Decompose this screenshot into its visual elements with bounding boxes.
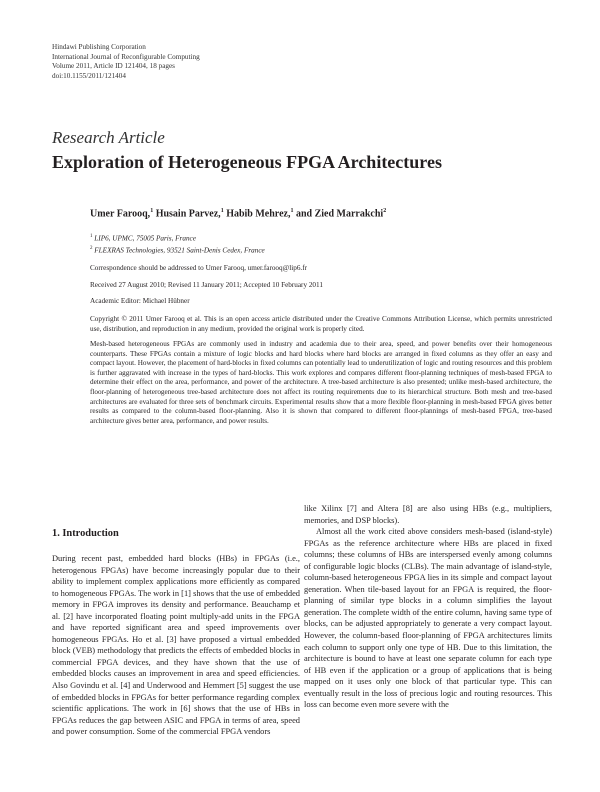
body-paragraph: Almost all the work cited above considers mesh-based (island-style) FPGAs as the reference architecture where HBs are placed in fixed columns; these columns of HBs are interspersed evenly among columns of configurable logic blocks (CLBs). The main advantage of island-style, column-based heterogeneous FPGA lies in its simple and compact layout generation. When tile-based layout for an FPGA is required, the floor-planning of similar type blocks in a column simplifies the layout generation. The complete width of the entire column, having same type of blocks, can be adjusted appropriately to generate a very compact layout. However, the column-based floor-planning of FPGA architectures limits each column to support only one type of HB. Due to this limitation, the architecture is bound to have at least one separate column for each type of HB even if the application or a group of applications that is being mapped on it uses only one block of that particular type. This can eventually result in the loss of precious logic and routing resources. This loss can become even more severe with the <box>304 527 552 710</box>
author-list <box>90 208 386 219</box>
academic-editor: Academic Editor: Michael Hübner <box>90 297 190 305</box>
body-paragraph: like Xilinx [7] and Altera [8] are also using HBs (e.g., multipliers, memories, and DSP blocks). <box>304 504 552 525</box>
author-name: Husain Parvez, <box>153 208 221 220</box>
affiliation-text: LIP6, UPMC, 75005 Paris, France <box>94 234 196 243</box>
abstract: Mesh-based heterogeneous FPGAs are commonly used in industry and academia due to their area, speed, and power benefits over their homogeneous counterparts. These FPGAs contain a mixture of logic blocks and hard blocks where hard blocks are arranged in fixed columns as they offer an easy and compact layout. However, the placement of hard-blocks in fixed columns can potentially lead to underutilization of logic and routing resources and this problem is further aggravated with increase in the types of hard-blocks. This work explores and compares different floor-planning techniques of mesh-based FPGA to determine their effect on the area, performance, and power of the architecture. A tree-based architecture is also presented; unlike mesh-based architecture, the floor-planning of heterogeneous tree-based architecture does not affect its routing requirements due to its hierarchical structure. Both mesh and tree-based architectures are evaluated for three sets of benchmark circuits. Experimental results show that a more flexible floor-planning in mesh-based FPGA gives better results as compared to the column-based floor-planning. Also it is shown that compared to different floor-plannings of mesh-based FPGA, tree-based architecture gives better area, performance, and power results. <box>90 340 552 425</box>
affiliation <box>90 232 552 244</box>
author-affiliation-marker: 2 <box>383 208 387 214</box>
article-title: Exploration of Heterogeneous FPGA Architectures <box>52 152 442 172</box>
article-dates: Received 27 August 2010; Revised 11 January 2011; Accepted 10 February 2011 <box>90 281 323 289</box>
copyright-notice: Copyright © 2011 Umer Farooq et al. This is an open access article distributed under the Creative Commons Attribution License, which permits unrestricted use, distribution, and reproduction in any medium, provided the original work is properly cited. <box>90 315 552 333</box>
author-name: and Zied Marrakchi <box>293 208 384 220</box>
affiliation-marker: 1 <box>90 234 93 239</box>
affiliation-marker: 2 <box>90 245 93 251</box>
doi: doi:10.1155/2011/121404 <box>52 71 126 80</box>
author-affiliation-marker: 1 <box>150 208 154 214</box>
journal-header <box>52 43 200 81</box>
body-column-right <box>304 503 552 711</box>
journal-name: International Journal of Reconfigurable Computing <box>52 52 200 61</box>
body-column-left <box>52 527 300 738</box>
volume-line: Volume 2011, Article ID 121404, 18 pages <box>52 62 175 71</box>
author-affiliation-marker: 1 <box>290 208 294 214</box>
affiliation <box>90 244 552 256</box>
section-heading: 1. Introduction <box>52 528 119 539</box>
affiliation-text: FLEXRAS Technologies, 93521 Saint-Denis Cedex, France <box>94 246 265 255</box>
author-name: Habib Mehrez, <box>223 208 291 220</box>
correspondence: Correspondence should be addressed to Umer Farooq, umer.farooq@lip6.fr <box>90 264 307 272</box>
author-name: Umer Farooq, <box>90 208 151 220</box>
author-affiliation-marker: 1 <box>220 208 224 214</box>
affiliations <box>90 232 552 256</box>
article-type: Research Article <box>52 128 165 147</box>
body-paragraph: During recent past, embedded hard blocks (HBs) in FPGAs (i.e., heterogenous FPGAs) have become increasingly popular due to their ability to implement complex applications more efficiently as compared to homogeneous FPGAs. The work in [1] shows that the use of embedded memory in FPGA improves its density and performance. Beauchamp et al. [2] have incorporated floating point multiply-add units in the FPGA and have reported significant area and speed improvements over homogeneous FPGAs. Ho et al. [3] have proposed a virtual embedded block (VEB) methodology that predicts the effects of embedded blocks in commercial FPGA devices, and they have shown that the use of embedded blocks causes an improvement in area and speed efficiencies. Also Govindu et al. [4] and Underwood and Hemmert [5] suggest the use of embedded blocks in FPGAs for better performance regarding complex scientific applications. The work in [6] shows that the use of HBs in FPGAs reduces the gap between ASIC and FPGA in terms of area, speed and power consumption. Some of the commercial FPGA vendors <box>52 554 300 737</box>
publisher: Hindawi Publishing Corporation <box>52 43 146 51</box>
